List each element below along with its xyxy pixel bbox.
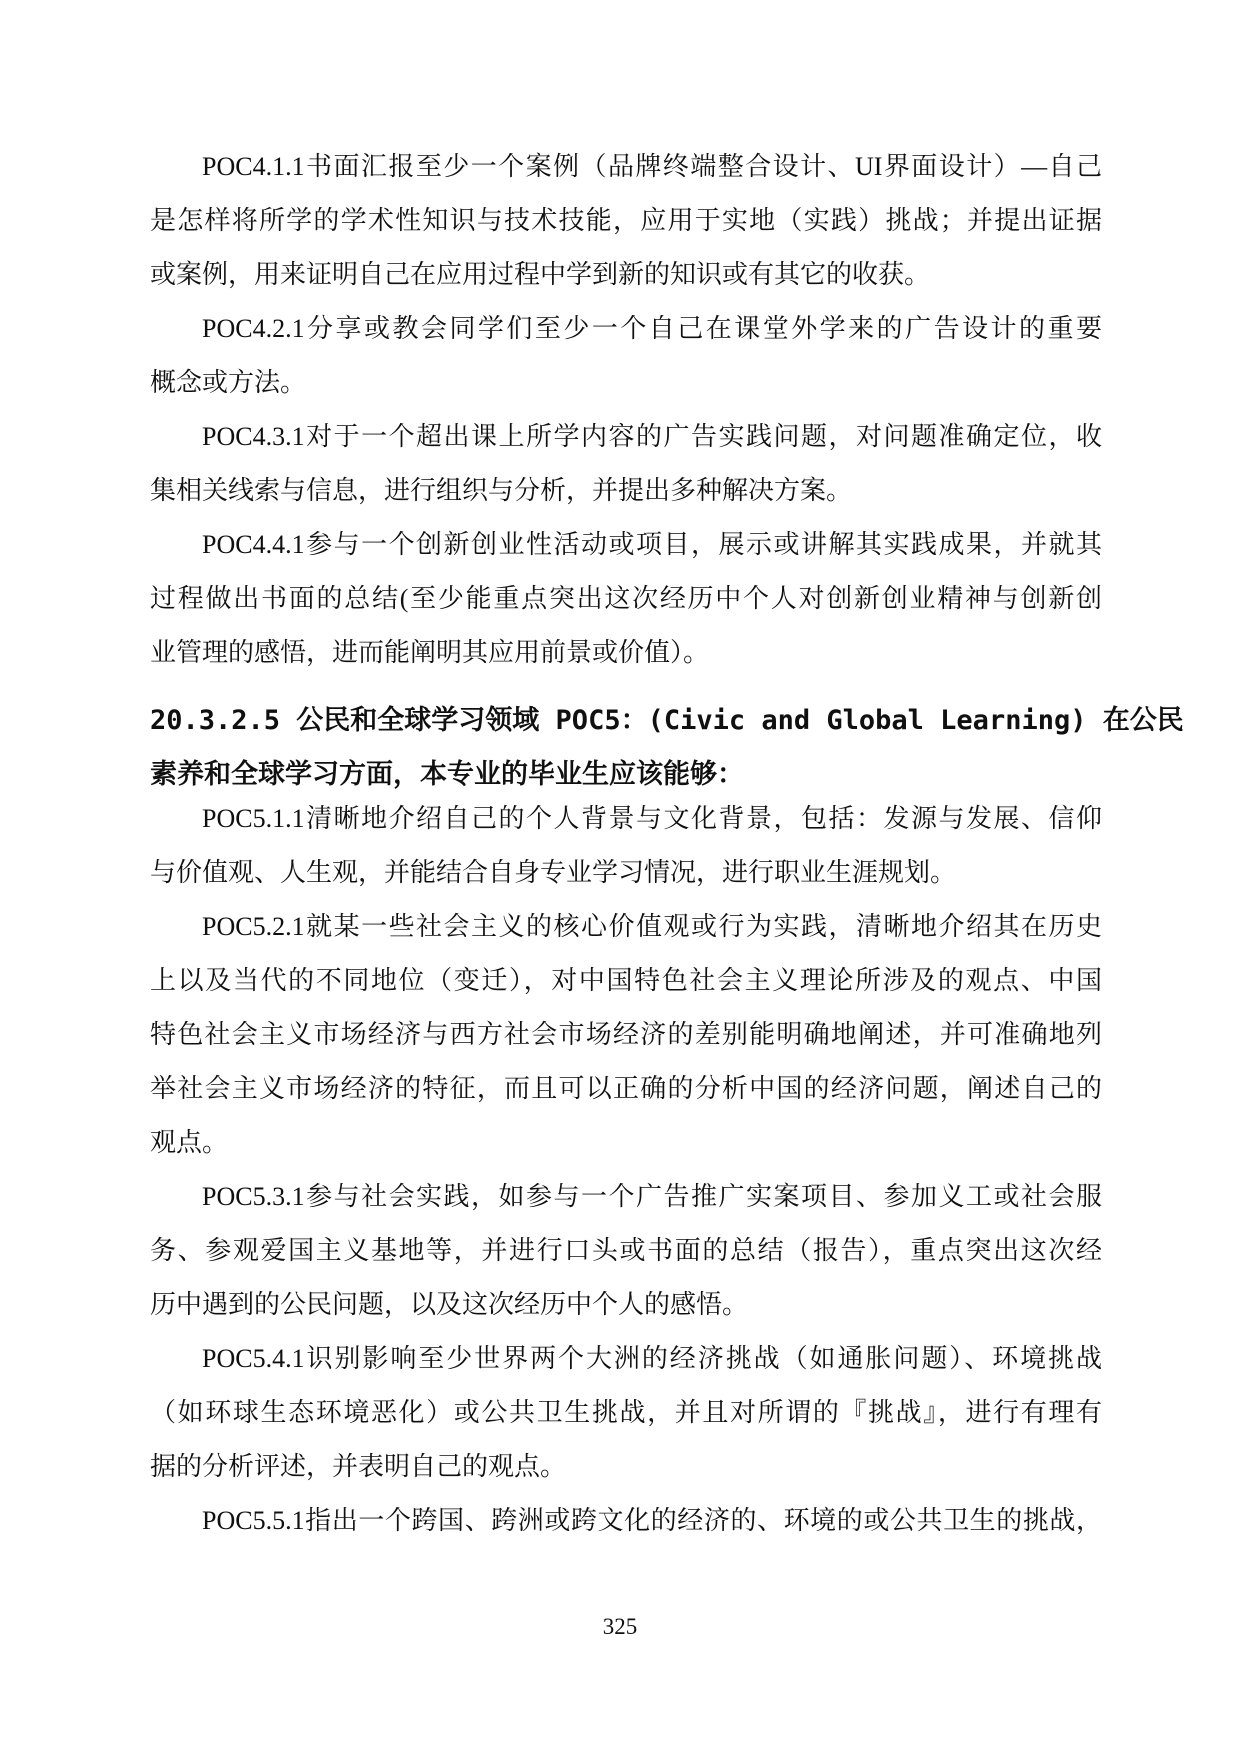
text-line: 概念或方法。 <box>150 368 307 397</box>
text-line: POC4.4.1参与一个创新创业性活动或项目，展示或讲解其实践成果，并就其 <box>202 530 1102 559</box>
text-line: 过程做出书面的总结(至少能重点突出这次经历中个人对创新创业精神与创新创 <box>150 584 1102 613</box>
paragraph-poc5-4-1 <box>150 1332 1102 1494</box>
text-line: POC5.2.1就某一些社会主义的核心价值观或行为实践，清晰地介绍其在历史 <box>202 912 1102 941</box>
text-line: POC4.2.1分享或教会同学们至少一个自己在课堂外学来的广告设计的重要 <box>202 314 1102 343</box>
text-line: POC5.3.1参与社会实践，如参与一个广告推广实案项目、参加义工或社会服 <box>202 1182 1102 1211</box>
text-line: 务、参观爱国主义基地等，并进行口头或书面的总结（报告），重点突出这次经 <box>150 1236 1102 1265</box>
paragraph-poc5-5-1 <box>150 1494 1102 1548</box>
heading-line: 素养和全球学习方面，本专业的毕业生应该能够： <box>150 759 744 790</box>
section-heading-civic-global-learning <box>150 694 1184 802</box>
text-line: 据的分析评述，并表明自己的观点。 <box>150 1452 567 1481</box>
paragraph-poc5-1-1 <box>150 792 1102 900</box>
text-line: 是怎样将所学的学术性知识与技术技能，应用于实地（实践）挑战；并提出证据 <box>150 206 1102 235</box>
document-content <box>150 140 1184 1548</box>
text-line: 上以及当代的不同地位（变迁），对中国特色社会主义理论所涉及的观点、中国 <box>150 966 1102 995</box>
text-line: （如环球生态环境恶化）或公共卫生挑战，并且对所谓的『挑战』，进行有理有 <box>150 1398 1102 1427</box>
heading-line: 20.3.2.5 公民和全球学习领域 POC5：(Civic and Global Learning) 在公民 <box>150 705 1184 736</box>
text-line: 与价值观、人生观，并能结合自身专业学习情况，进行职业生涯规划。 <box>150 858 957 887</box>
paragraph-poc5-3-1 <box>150 1170 1102 1332</box>
text-line: 观点。 <box>150 1128 229 1157</box>
text-line: 业管理的感悟，进而能阐明其应用前景或价值）。 <box>150 638 710 667</box>
text-line: 历中遇到的公民问题，以及这次经历中个人的感悟。 <box>150 1290 749 1319</box>
text-line: 举社会主义市场经济的特征，而且可以正确的分析中国的经济问题，阐述自己的 <box>150 1074 1102 1103</box>
text-line: POC5.5.1指出一个跨国、跨洲或跨文化的经济的、环境的或公共卫生的挑战， <box>202 1506 1102 1535</box>
text-line: POC4.1.1书面汇报至少一个案例（品牌终端整合设计、UI界面设计）—自己 <box>202 152 1102 181</box>
text-line: POC5.4.1识别影响至少世界两个大洲的经济挑战（如通胀问题）、环境挑战 <box>202 1344 1102 1373</box>
paragraph-poc4-1-1 <box>150 140 1102 302</box>
paragraph-poc4-2-1 <box>150 302 1102 410</box>
paragraph-poc4-4-1 <box>150 518 1102 680</box>
text-line: POC4.3.1对于一个超出课上所学内容的广告实践问题，对问题准确定位，收 <box>202 422 1102 451</box>
text-line: POC5.1.1清晰地介绍自己的个人背景与文化背景，包括：发源与发展、信仰 <box>202 804 1102 833</box>
text-line: 或案例，用来证明自己在应用过程中学到新的知识或有其它的收获。 <box>150 260 931 289</box>
page-number: 325 <box>602 1614 638 1639</box>
paragraph-poc5-2-1 <box>150 900 1102 1170</box>
paragraph-poc4-3-1 <box>150 410 1102 518</box>
text-line: 集相关线索与信息，进行组织与分析，并提出多种解决方案。 <box>150 476 853 505</box>
text-line: 特色社会主义市场经济与西方社会市场经济的差别能明确地阐述，并可准确地列 <box>150 1020 1102 1049</box>
